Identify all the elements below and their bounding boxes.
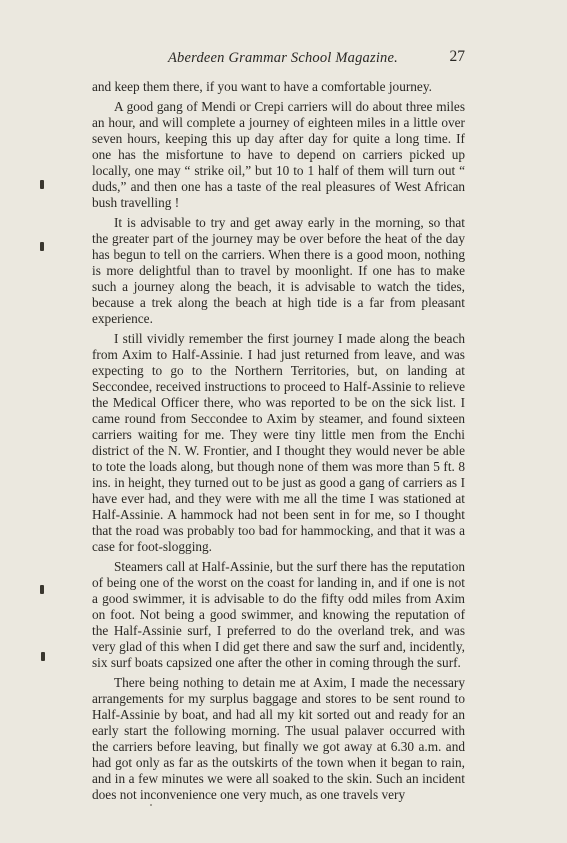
page-header bbox=[92, 50, 465, 68]
margin-mark-1 bbox=[40, 180, 44, 189]
paragraph-6: There being nothing to detain me at Axim, I made the necessary arrangements for my surplus baggage and stores to be sent round to Half-Assinie by boat, and had all my kit sorted out and ready for an early start the following morning. The usual palaver occurred with the carriers before leaving, but finally we got away at 6.30 a.m. and had got only as far as the outskirts of the town when it began to rain, and in a few minutes we were all soaked to the skin. Such an incident does not inconvenience one very much, as one travels very bbox=[92, 675, 465, 802]
paragraph-2: A good gang of Mendi or Crepi carriers will do about three miles an hour, and will complete a journey of eighteen miles in a little over seven hours, keeping this up day after day for quite a long time. If one has the misfortune to have to depend on carriers picked up locally, one may “ strike oil,” but 10 to 1 half of them will turn out “ duds,” and then one has a taste of the real pleasures of West African bush travelling ! bbox=[92, 99, 465, 210]
paragraph-4: I still vividly remember the first journey I made along the beach from Axim to Half-Assinie. I had just returned from leave, and was expecting to go to the Northern Territories, but, on landing at Seccondee, received instructions to proceed to Half-Assinie to relieve the Medical Officer there, who was reported to be on the sick list. I came round from Seccondee to Axim by steamer, and found sixteen carriers waiting for me. They were tiny little men from the Enchi district of the N. W. Frontier, and I thought they would never be able to tote the loads along, but though none of them was more than 5 ft. 8 ins. in height, they turned out to be just as good a gang of carriers as I have ever had, and they were with me all the time I was stationed at Half-Assinie. A hammock had not been sent in for me, so I thought that the road was probably too bad for hammocking, and that it was a case for foot-slogging. bbox=[92, 331, 465, 554]
margin-mark-4 bbox=[41, 652, 45, 661]
paper-speck bbox=[150, 804, 152, 806]
article-body bbox=[92, 79, 465, 807]
page-number: 27 bbox=[449, 48, 465, 65]
running-head: Aberdeen Grammar School Magazine. bbox=[168, 50, 398, 66]
margin-mark-3 bbox=[40, 585, 44, 594]
margin-mark-2 bbox=[40, 242, 44, 251]
paragraph-5: Steamers call at Half-Assinie, but the surf there has the reputation of being one of the worst on the coast for landing in, and if one is not a good swimmer, it is advisable to do the fifty odd miles from Axim on foot. Not being a good swimmer, and knowing the reputation of the Half-Assinie surf, I preferred to do the overland trek, and was very glad of this when I did get there and saw the surf and, incidently, six surf boats capsized one after the other in coming through the surf. bbox=[92, 559, 465, 670]
paragraph-3: It is advisable to try and get away early in the morning, so that the greater part of the journey may be over before the heat of the day has begun to tell on the carriers. When there is a good moon, nothing is more delightful than to travel by moonlight. If one has to make such a journey along the beach, it is advisable to watch the tides, because a trek along the beach at high tide is a far from pleasant experience. bbox=[92, 215, 465, 326]
paragraph-1: and keep them there, if you want to have a comfortable journey. bbox=[92, 79, 432, 94]
